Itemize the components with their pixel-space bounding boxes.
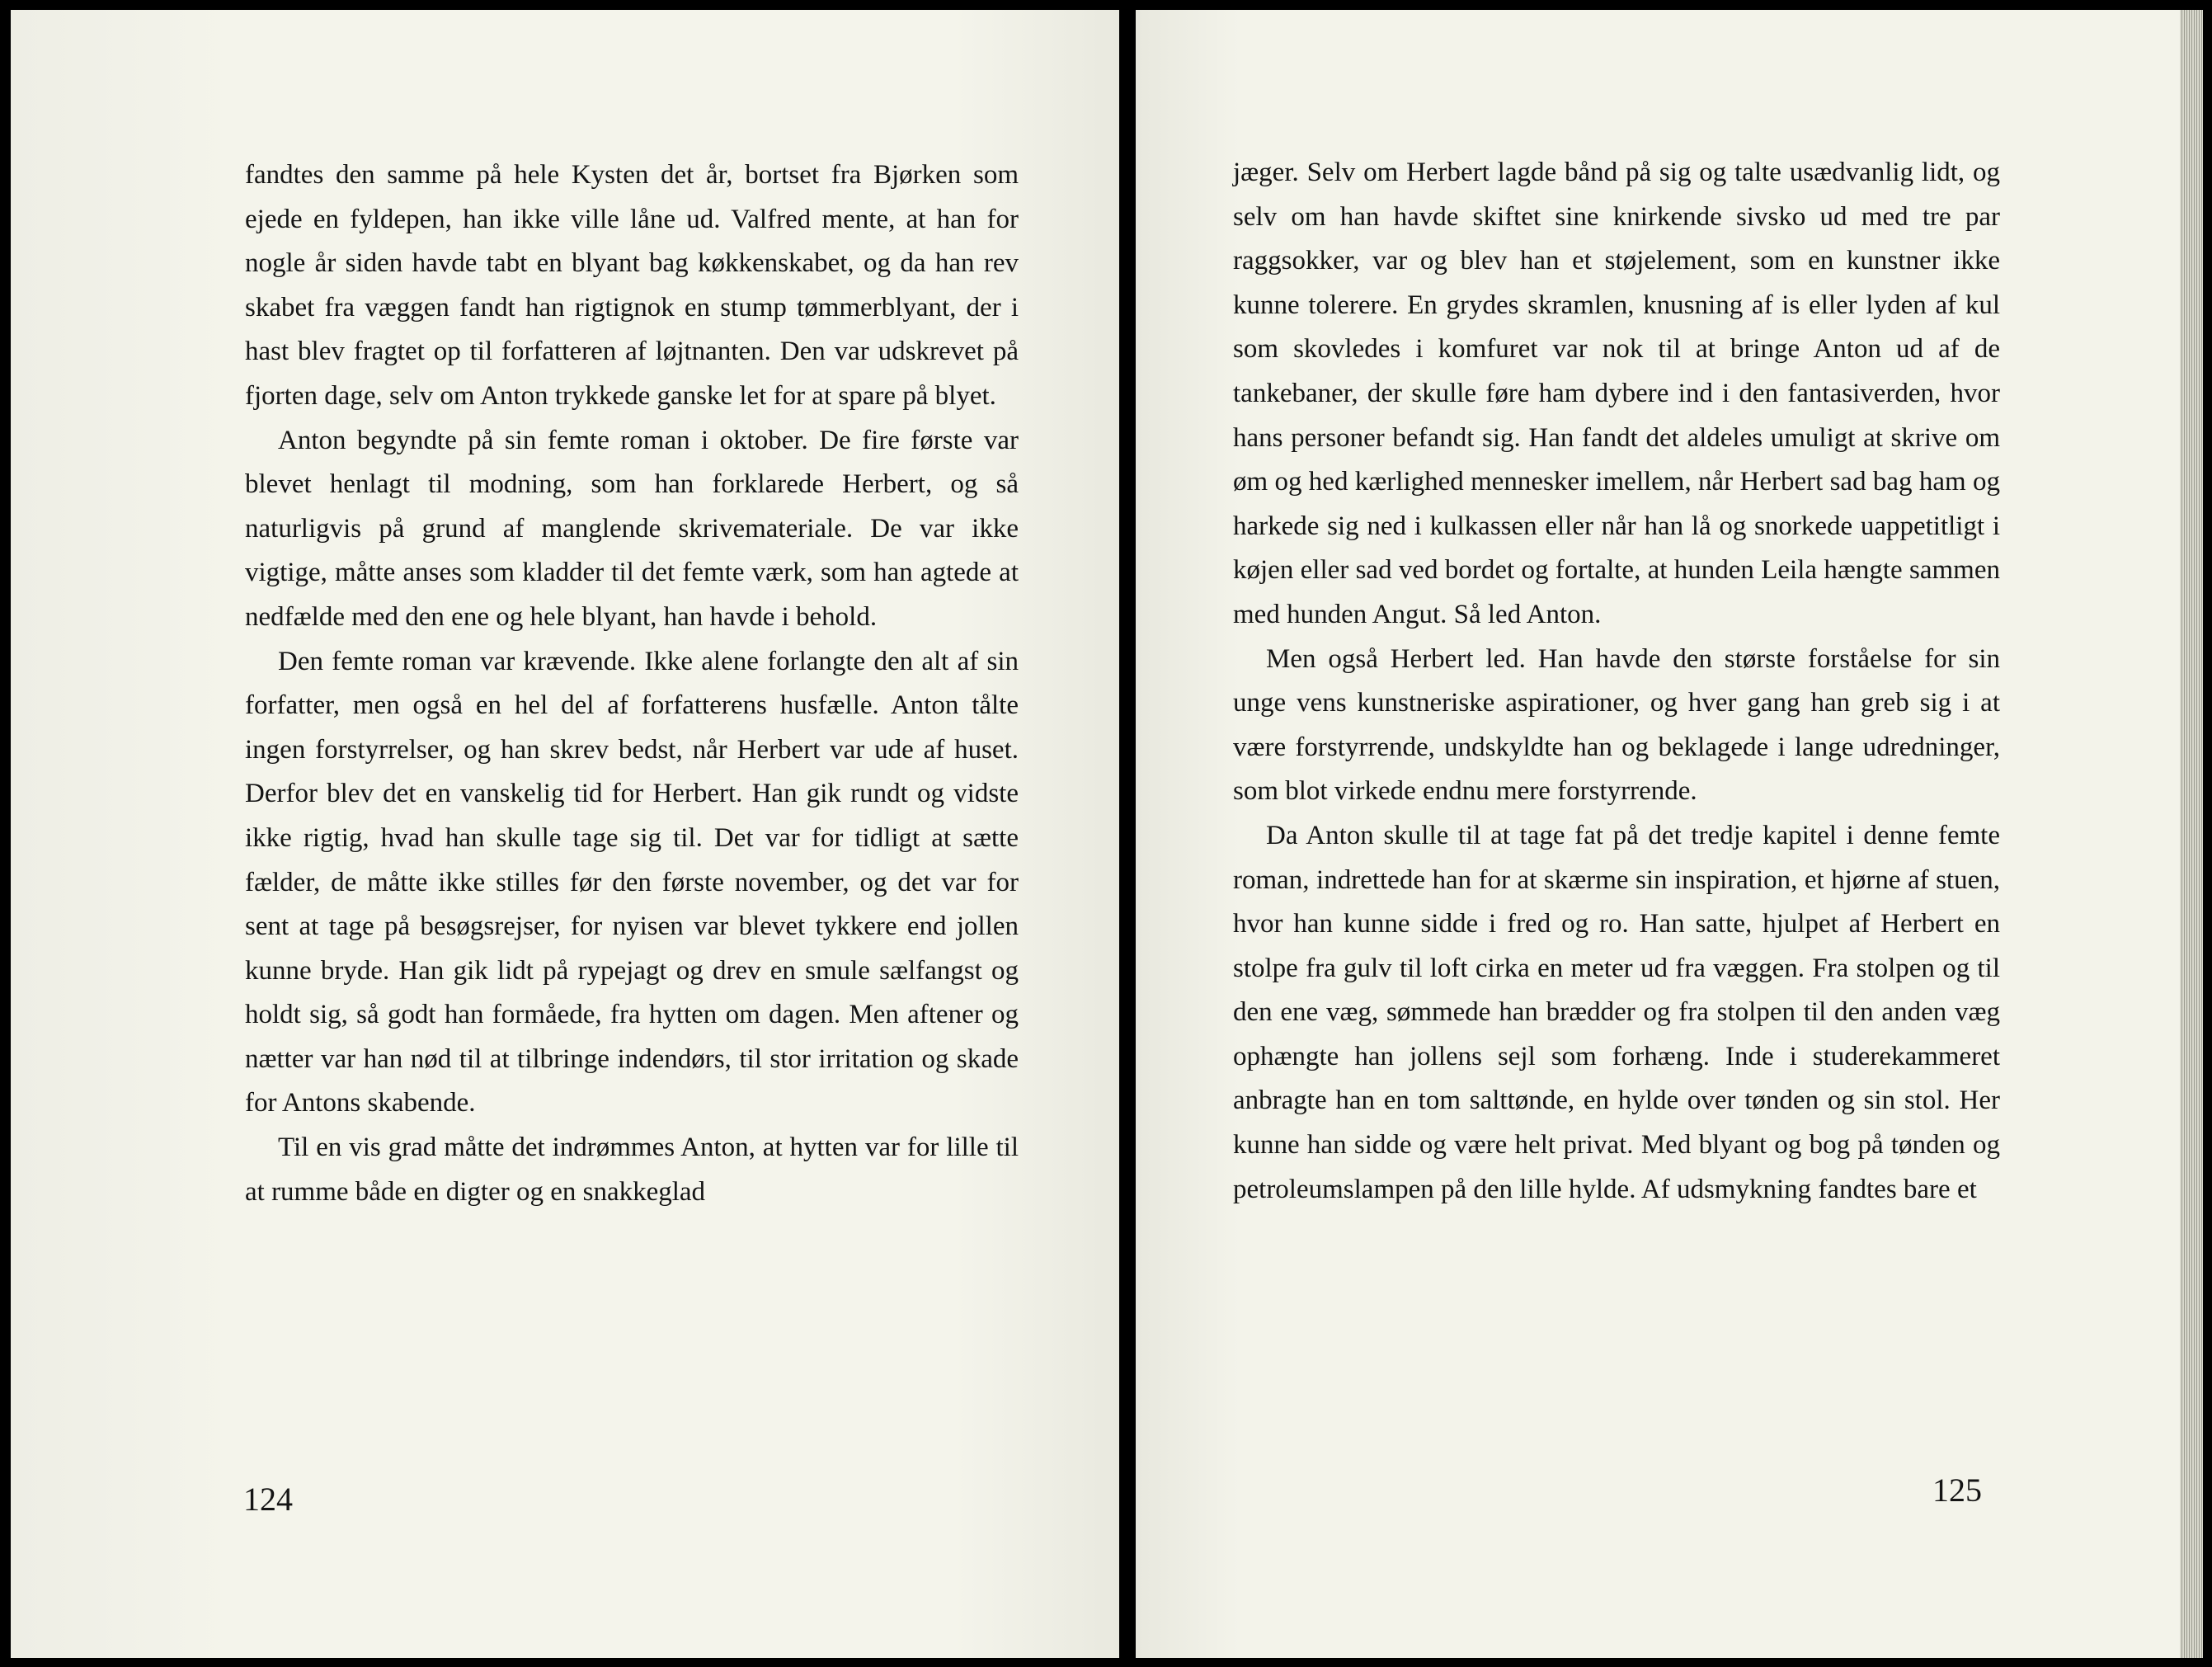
left-page-number: 124: [243, 1481, 293, 1518]
right-page: [1136, 10, 2180, 1658]
left-paragraph-3: Den femte roman var krævende. Ikke alene forlangte den alt af sin forfatter, men også en hel del af forfatterens husfælle. Anton tålte ingen forstyrrelser, og han skrev bedst, når Herbert var ude af huset. Derfor blev det en vanskelig tid for Herbert. Han gik rundt og vidste ikke rigtig, hvad han skulle tage sig til. Det var for tidligt at sætte fælder, de måtte ikke stilles før den første november, og det var for sent at tage på besøgsrejser, for nyisen var blevet tykkere end jollen kunne bryde. Han gik lidt på rypejagt og drev en smule sælfangst og holdt sig, så godt han formåede, fra hytten om dagen. Men aftener og nætter var han nød til at tilbringe indendørs, til stor irritation og skade for Antons skabende.: [245, 646, 1019, 1118]
right-paragraph-3: Da Anton skulle til at tage fat på det tredje kapitel i denne femte roman, indrettede han for at skærme sin inspiration, et hjørne af stuen, hvor han kunne sidde i fred og ro. Han satte, hjulpet af Herbert en stolpe fra gulv til loft cirka en meter ud fra væggen. Fra stolpen og til den ene væg, sømmede han brædder og fra stolpen til den anden væg ophængte han jollens sejl som forhæng. Inde i studerekammeret anbragte han en tom salttønde, en hylde over tønden og sin stol. Her kunne han sidde og være helt privat. Med blyant og bog på tønden og petroleumslampen på den lille hylde. Af udsmykning fandtes bare et: [1233, 820, 2000, 1204]
page-edge-stack: [2180, 10, 2203, 1658]
left-paragraph-1: fandtes den samme på hele Kysten det år, bortset fra Bjørken som ejede en fyldepen, han ikke ville låne ud. Valfred mente, at han for nogle år siden havde tabt en blyant bag køkkenskabet, og da han rev skabet fra væggen fandt han rigtignok en stump tømmerblyant, der i hast blev fragtet op til forfatteren af løjtnanten. Den var udskrevet på fjorten dage, selv om Anton trykkede ganske let for at spare på blyet.: [245, 160, 1019, 411]
right-paragraph-1: jæger. Selv om Herbert lagde bånd på sig og talte usædvanlig lidt, og selv om han havde skiftet sine knirkende sivsko ud med tre par raggsokker, var og blev han et støjelement, som en kunstner ikke kunne tolerere. En grydes skramlen, knusning af is eller lyden af kul som skovledes i komfuret var nok til at bringe Anton ud af de tankebaner, der skulle føre ham dybere ind i den fantasiverden, hvor hans personer befandt sig. Han fandt det aldeles umuligt at skrive om øm og hed kærlighed mennesker imellem, når Herbert sad bag ham og harkede sig ned i kulkassen eller når han lå og snorkede uappetitligt i køjen eller sad ved bordet og fortalte, at hunden Leila hængte sammen med hunden Angut. Så led Anton.: [1233, 158, 2000, 629]
right-page-text: [1233, 151, 2000, 1212]
left-paragraph-4: Til en vis grad måtte det indrømmes Anton, at hytten var for lille til at rumme både en digter og en snakkeglad: [245, 1133, 1019, 1207]
right-paragraph-2: Men også Herbert led. Han havde den største forståelse for sin unge vens kunstneriske aspirationer, og hver gang han greb sig i at være forstyrrende, undskyldte han og beklagede i lange udredninger, som blot virkede endnu mere forstyrrende.: [1233, 643, 2000, 807]
left-page-text: [245, 153, 1019, 1214]
left-paragraph-2: Anton begyndte på sin femte roman i oktober. De fire første var blevet henlagt til modning, som han forklarede Herbert, og så naturligvis på grund af manglende skrivemateriale. De var ikke vigtige, måtte anses som kladder til det femte værk, som han agtede at nedfælde med den ene og hele blyant, han havde i behold.: [245, 425, 1019, 632]
right-page-number: 125: [1932, 1472, 1982, 1509]
left-page: [11, 10, 1119, 1658]
